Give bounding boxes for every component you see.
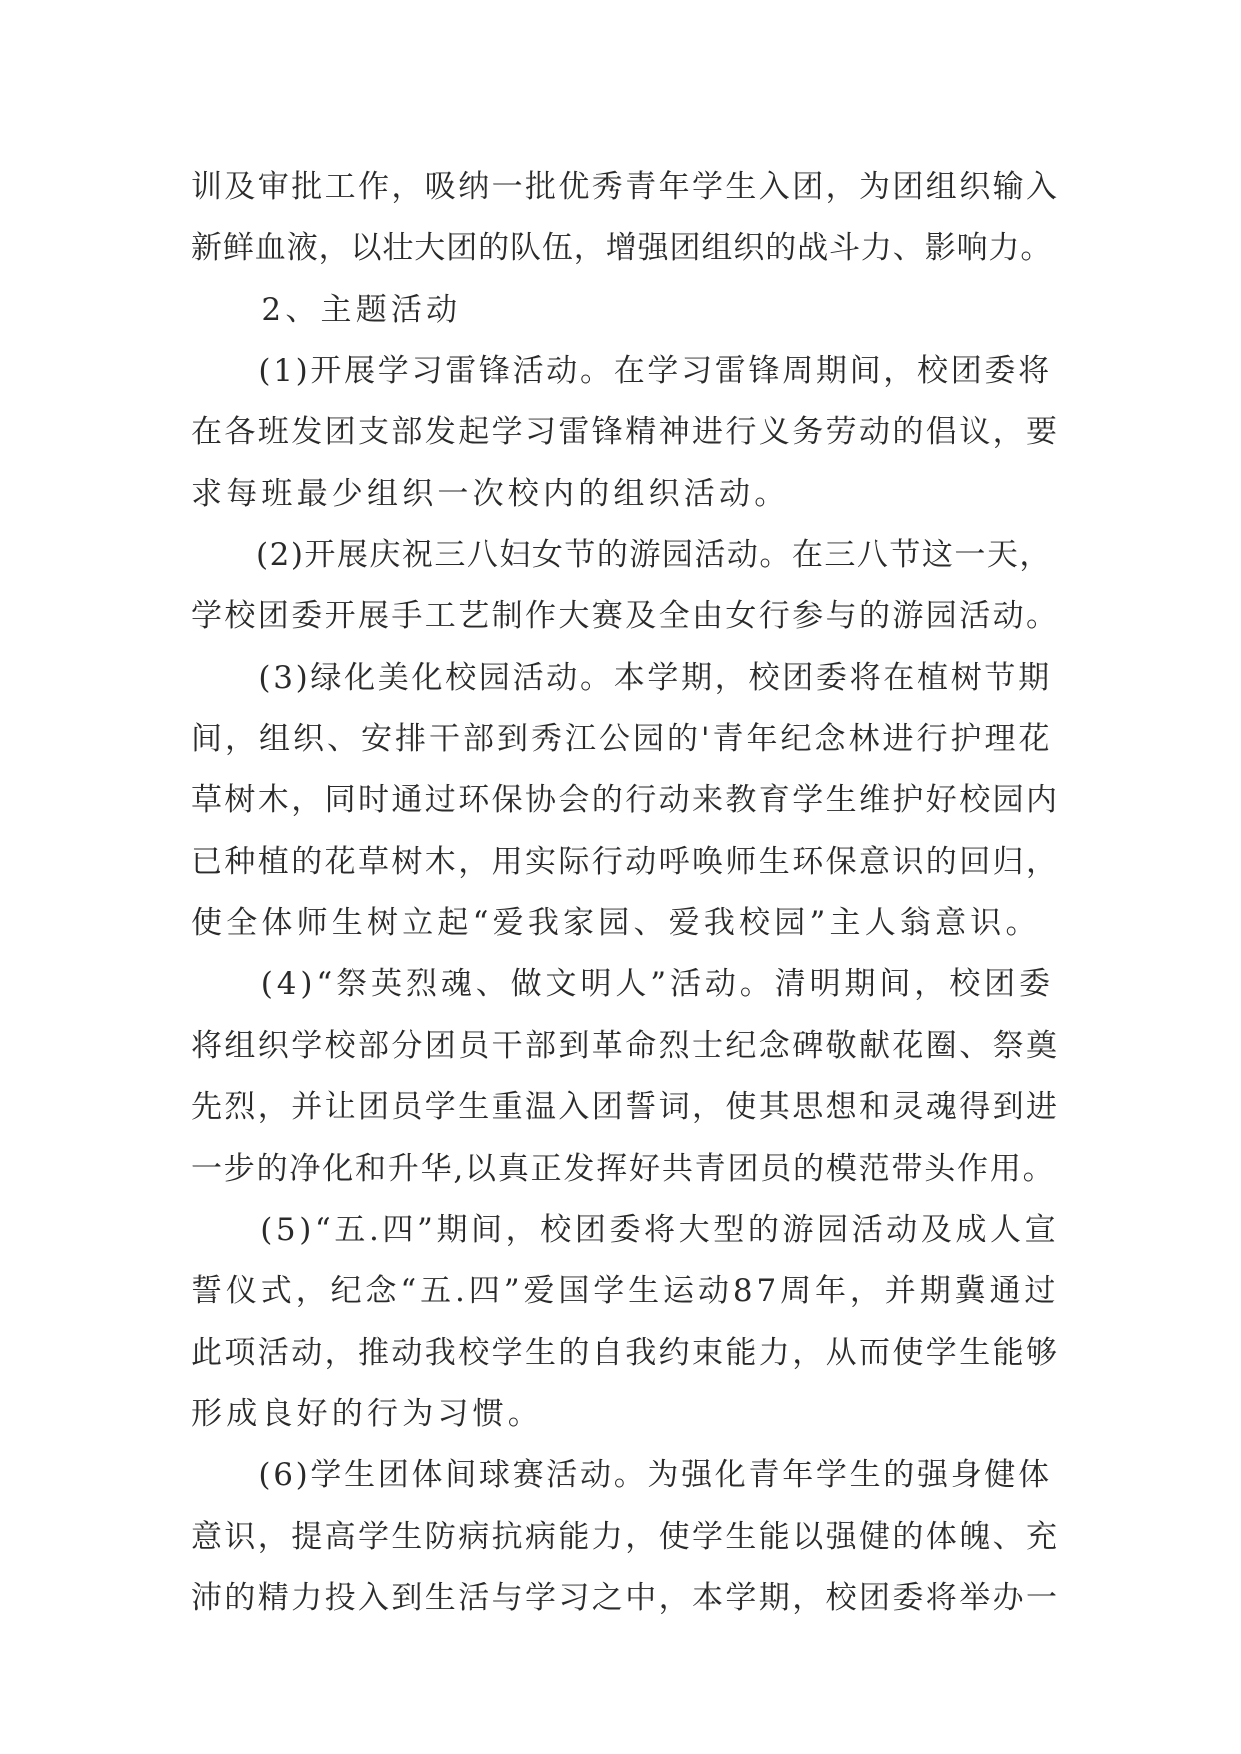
text-line: 新鲜血液，以壮大团的队伍，增强团组织的战斗力、影响力。 [191,230,1053,267]
text-line: 训及审批工作，吸纳一批优秀青年学生入团，为团组织输入 [191,169,1060,205]
text-line: (1)开展学习雷锋活动。在学习雷锋周期间，校团委将 [191,353,1052,390]
section-heading: 2、主题活动 [191,291,462,328]
text-line: 誓仪式，纪念“五.四”爱国学生运动87周年，并期冀通过 [191,1273,1060,1310]
text-line: 间，组织、安排干部到秀江公园的'青年纪念林进行护理花 [191,721,1053,758]
text-line: 先烈，并让团员学生重温入团誓词，使其思想和灵魂得到进 [191,1089,1060,1126]
text-line: 将组织学校部分团员干部到革命烈士纪念碑敬献花圈、祭奠 [191,1027,1060,1064]
text-line: 已种植的花草树木，用实际行动呼唤师生环保意识的回归， [191,843,1060,880]
text-line: 学校团委开展手工艺制作大赛及全由女行参与的游园活动。 [191,598,1060,635]
text-line: 求每班最少组织一次校内的组织活动。 [191,475,790,512]
text-line: (4)“祭英烈魂、做文明人”活动。清明期间，校团委 [191,966,1054,1003]
text-line: 一步的净化和升华,以真正发挥好共青团员的模范带头作用。 [191,1150,1056,1187]
text-line: 此项活动，推动我校学生的自我约束能力，从而使学生能够 [191,1334,1060,1371]
text-line: 在各班发团支部发起学习雷锋精神进行义务劳动的倡议，要 [191,414,1060,451]
text-line: 形成良好的行为习惯。 [191,1395,543,1432]
document-body [191,157,1059,1629]
text-line: 意识，提高学生防病抗病能力，使学生能以强健的体魄、充 [191,1518,1060,1555]
text-line: (2)开展庆祝三八妇女节的游园活动。在三八节这一天， [191,537,1052,574]
text-line: 沛的精力投入到生活与学习之中，本学期，校团委将举办一 [191,1579,1060,1616]
text-line: (5)“五.四”期间，校团委将大型的游园活动及成人宣 [191,1211,1060,1248]
text-line: 草树木，同时通过环保协会的行动来教育学生维护好校园内 [191,782,1060,819]
text-line: 使全体师生树立起“爱我家园、爱我校园”主人翁意识。 [191,905,1041,942]
text-line: (3)绿化美化校园活动。本学期，校团委将在植树节期 [191,659,1052,696]
text-line: (6)学生团体间球赛活动。为强化青年学生的强身健体 [191,1457,1052,1494]
